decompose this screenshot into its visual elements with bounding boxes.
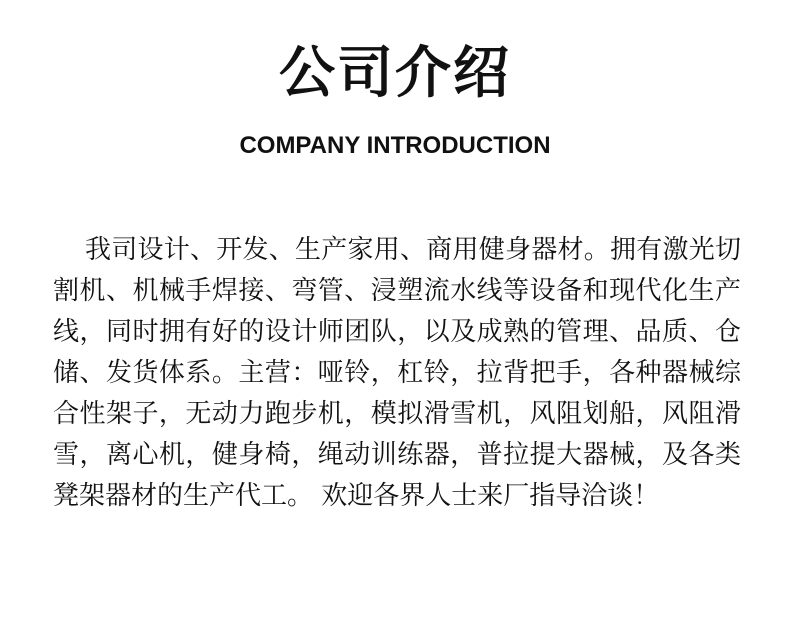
intro-paragraph: 我司设计、开发、生产家用、商用健身器材。拥有激光切割机、机械手焊接、弯管、浸塑流水线等设备和现代化生产线，同时拥有好的设计师团队，以及成熟的管理、品质、仓储、发货体系。主营：哑铃，杠铃，拉背把手，各种器械综合性架子，无动力跑步机，模拟滑雪机，风阻划船，风阻滑雪，离心机，健身椅，绳动训练器，普拉提大器械，及各类凳架器材的生产代工。 欢迎各界人士来厂指导洽谈！ <box>53 235 741 511</box>
page-title: 公司介绍 <box>279 41 511 106</box>
page-subtitle: COMPANY INTRODUCTION <box>239 132 551 159</box>
